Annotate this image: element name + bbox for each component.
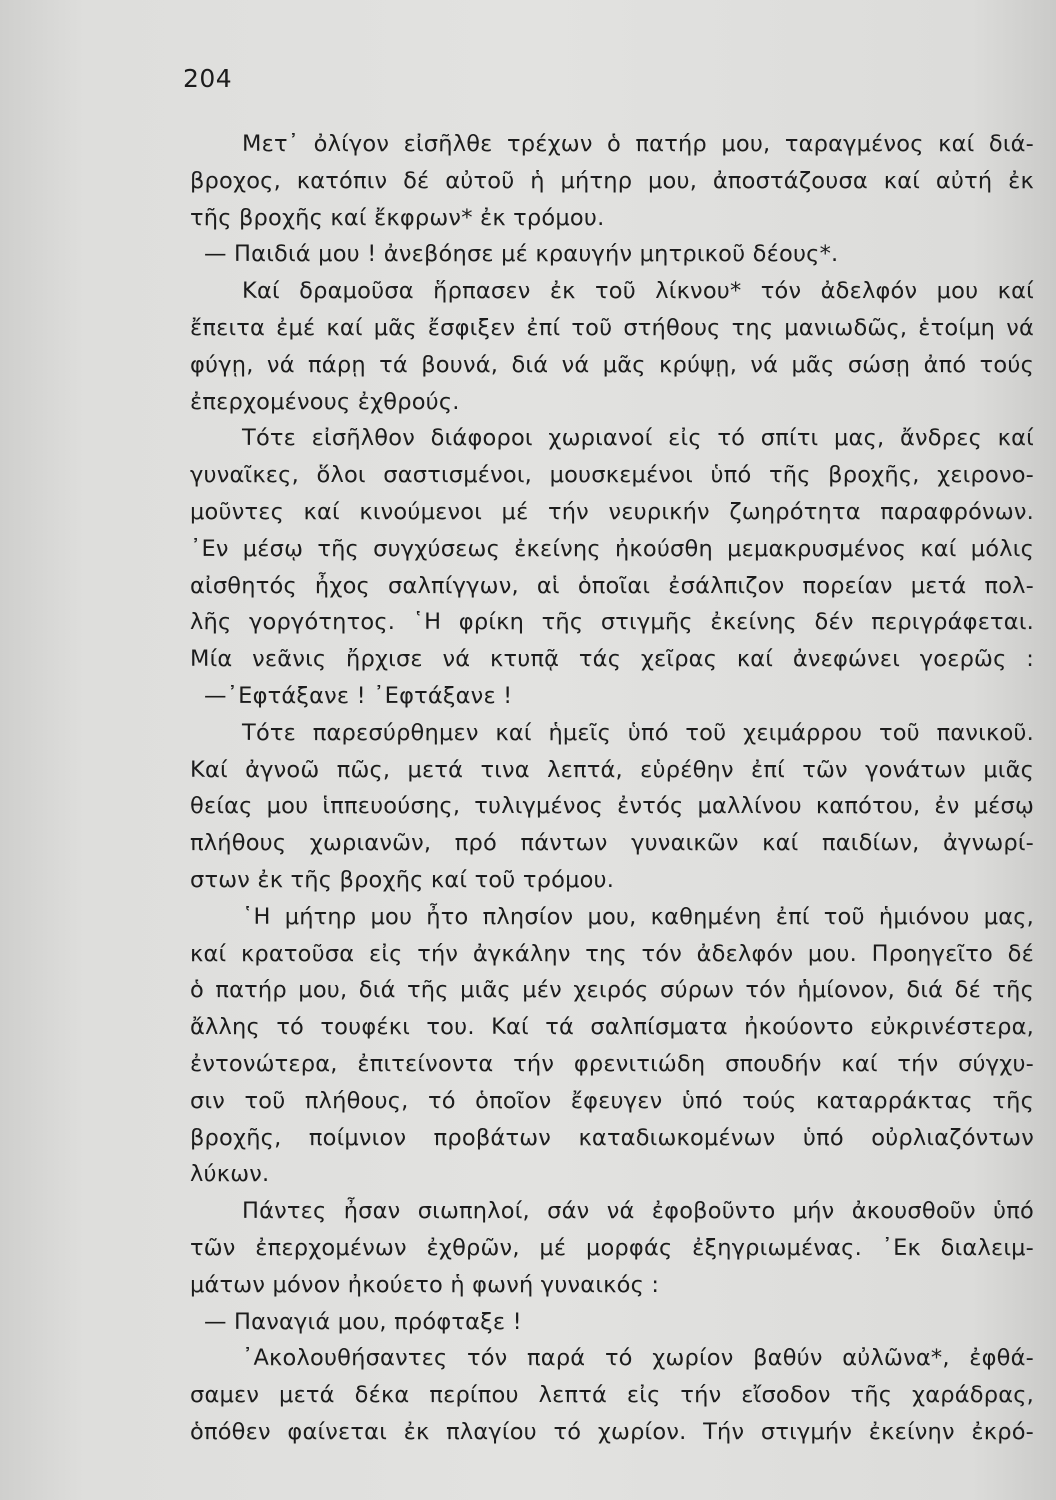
text-line: Καί ἀγνοῶ πῶς, μετά τινα λεπτά, εὑρέθην ἐπί τῶν γονάτων μιᾶς <box>190 756 1034 783</box>
text-line: Τότε παρεσύρθημεν καί ἡμεῖς ὑπό τοῦ χειμάρρου τοῦ πανικοῦ. <box>242 719 1034 746</box>
text-line: φύγῃ, νά πάρῃ τά βουνά, διά νά μᾶς κρύψῃ, νά μᾶς σώσῃ ἀπό τούς <box>190 351 1034 378</box>
text-line: ἐντονώτερα, ἐπιτείνοντα τήν φρενιτιώδη σπουδήν καί τήν σύγχυ- <box>190 1050 1034 1077</box>
text-line: βροχῆς, ποίμνιον προβάτων καταδιωκομένων ὑπό οὐρλιαζόντων <box>190 1124 1034 1151</box>
text-line: στων ἐκ τῆς βροχῆς καί τοῦ τρόμου. <box>190 866 615 893</box>
text-line: σιν τοῦ πλήθους, τό ὁποῖον ἔφευγεν ὑπό τούς καταρράκτας τῆς <box>190 1087 1034 1114</box>
text-line: Καί δραμοῦσα ἥρπασεν ἐκ τοῦ λίκνου* τόν ἀδελφόν μου καί <box>242 278 1034 305</box>
text-line: καί κρατοῦσα εἰς τήν ἀγκάλην της τόν ἀδελφόν μου. Προηγεῖτο δέ <box>190 940 1034 967</box>
text-line: πλήθους χωριανῶν, πρό πάντων γυναικῶν καί παιδίων, ἀγνωρί- <box>190 830 1034 857</box>
text-line: ἔπειτα ἐμέ καί μᾶς ἔσφιξεν ἐπί τοῦ στήθους της μανιωδῶς, ἑτοίμη νά <box>190 314 1034 341</box>
text-line: ᾽Εν μέσῳ τῆς συγχύσεως ἐκείνης ἠκούσθη μεμακρυσμένος καί μόλις <box>190 535 1034 562</box>
text-line: λῆς γοργότητος. ῾Η φρίκη τῆς στιγμῆς ἐκείνης δέν περιγράφεται. <box>190 609 1034 636</box>
text-line: σαμεν μετά δέκα περίπου λεπτά εἰς τήν εἴσοδον τῆς χαράδρας, <box>190 1382 1034 1409</box>
text-line: Τότε εἰσῆλθον διάφοροι χωριανοί εἰς τό σπίτι μας, ἄνδρες καί <box>242 425 1034 452</box>
text-line: ῾Η μήτηρ μου ἦτο πλησίον μου, καθημένη ἐπί τοῦ ἡμιόνου μας, <box>242 903 1034 930</box>
text-line: — Παιδιά μου ! ἀνεβόησε μέ κραυγήν μητρικοῦ δέους*. <box>204 241 839 268</box>
text-line: τῆς βροχῆς καί ἔκφρων* ἐκ τρόμου. <box>190 204 605 231</box>
text-line: μοῦντες καί κινούμενοι μέ τήν νευρικήν ζωηρότητα παραφρόνων. <box>190 498 1034 525</box>
text-line: λύκων. <box>190 1161 270 1188</box>
text-line: ἄλλης τό τουφέκι του. Καί τά σαλπίσματα ἠκούοντο εὐκρινέστερα, <box>190 1014 1034 1041</box>
text-line: ὁπόθεν φαίνεται ἐκ πλαγίου τό χωρίον. Τήν στιγμήν ἐκείνην ἐκρό- <box>190 1418 1034 1445</box>
body-text <box>190 126 1034 1451</box>
text-line: ἐπερχομένους ἐχθρούς. <box>190 388 460 415</box>
text-line: τῶν ἐπερχομένων ἐχθρῶν, μέ μορφάς ἐξηγριωμένας. ᾽Εκ διαλειμ- <box>190 1234 1034 1261</box>
text-line: ᾽Ακολουθήσαντες τόν παρά τό χωρίον βαθύν αὐλῶνα*, ἐφθά- <box>242 1345 1034 1372</box>
text-line: ὁ πατήρ μου, διά τῆς μιᾶς μέν χειρός σύρων τόν ἡμίονον, διά δέ τῆς <box>190 977 1034 1004</box>
text-line: —᾽Εφτάξανε ! ᾽Εφτάξανε ! <box>204 682 513 709</box>
text-line: γυναῖκες, ὅλοι σαστισμένοι, μουσκεμένοι ὑπό τῆς βροχῆς, χειρονο- <box>190 462 1034 489</box>
text-line: Μία νεᾶνις ἤρχισε νά κτυπᾷ τάς χεῖρας καί ἀνεφώνει γοερῶς : <box>190 646 1034 673</box>
page-number: 204 <box>183 64 233 93</box>
text-line: Μετ᾽ ὀλίγον εἰσῆλθε τρέχων ὁ πατήρ μου, ταραγμένος καί διά- <box>242 131 1034 157</box>
text-line: αἰσθητός ἦχος σαλπίγγων, αἱ ὁποῖαι ἐσάλπιζον πορείαν μετά πολ- <box>190 572 1034 599</box>
text-line: — Παναγιά μου, πρόφταξε ! <box>204 1308 522 1335</box>
text-line: μάτων μόνον ἠκούετο ἡ φωνή γυναικός : <box>190 1271 660 1298</box>
text-line: θείας μου ἱππευούσης, τυλιγμένος ἐντός μαλλίνου καπότου, ἐν μέσῳ <box>190 793 1034 820</box>
text-line: Πάντες ἦσαν σιωπηλοί, σάν νά ἐφοβοῦντο μήν ἀκουσθοῦν ὑπό <box>242 1198 1034 1225</box>
text-line: βροχος, κατόπιν δέ αὐτοῦ ἡ μήτηρ μου, ἀποστάζουσα καί αὐτή ἐκ <box>190 167 1034 194</box>
